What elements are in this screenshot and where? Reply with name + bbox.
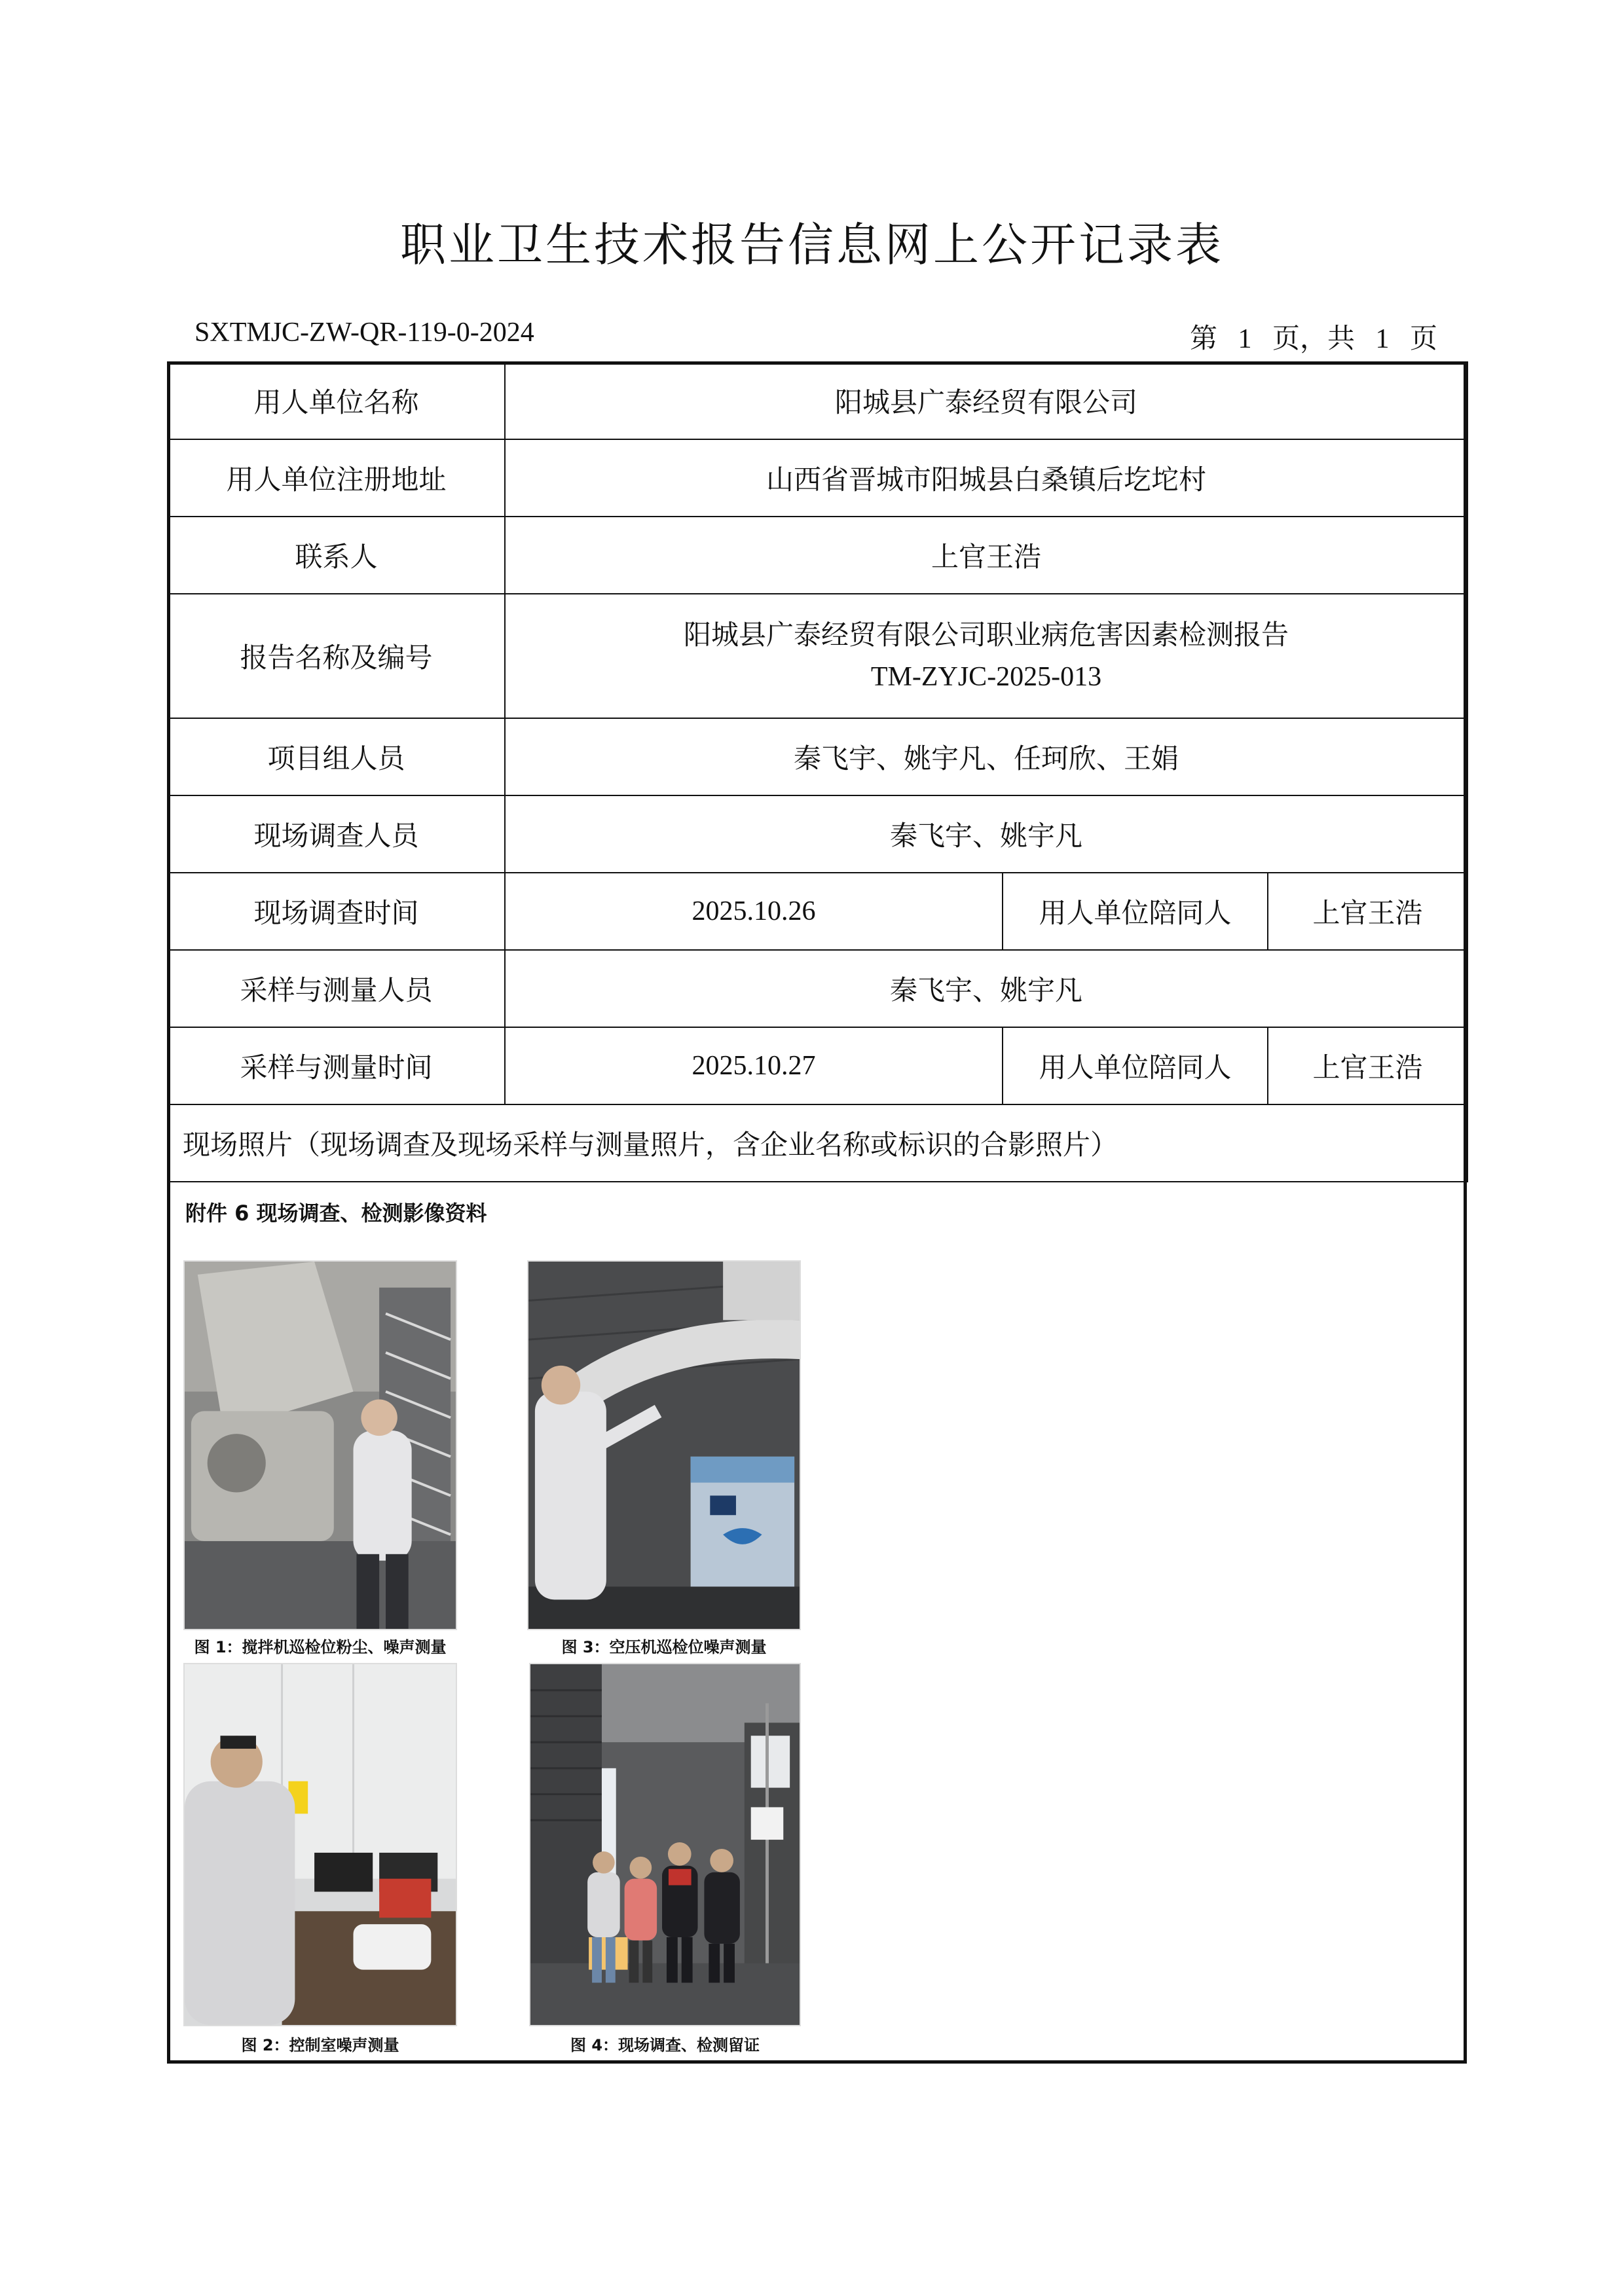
value-survey-time: 2025.10.26	[505, 873, 1003, 950]
photo-control-room	[183, 1663, 457, 2026]
label-sampling-time: 采样与测量时间	[168, 1027, 505, 1104]
caption-photo-3: 图 3：空压机巡检位噪声测量	[561, 1638, 767, 1656]
value-report	[505, 594, 1467, 718]
page-title: 职业卫生技术报告信息网上公开记录表	[400, 218, 1224, 272]
label-sampling-escort: 用人单位陪同人	[1003, 1027, 1268, 1104]
report-number: TM-ZYJC-2025-013	[870, 662, 1102, 692]
photo-group-evidence	[529, 1663, 801, 2026]
row-sampling-time	[168, 1027, 1467, 1104]
value-contact: 上官王浩	[505, 517, 1467, 594]
photo-group-image	[530, 1664, 800, 2025]
photo-control-room-image	[185, 1664, 456, 2025]
row-survey-staff	[168, 795, 1467, 873]
label-contact: 联系人	[168, 517, 505, 594]
row-unit-name	[168, 362, 1467, 439]
photo-mixer-inspection	[183, 1260, 457, 1630]
label-report: 报告名称及编号	[168, 594, 505, 718]
caption-photo-1: 图 1：搅拌机巡检位粉尘、噪声测量	[194, 1638, 447, 1656]
label-sampling-staff: 采样与测量人员	[168, 950, 505, 1027]
row-team	[168, 718, 1467, 795]
value-survey-staff: 秦飞宇、姚宇凡	[505, 795, 1467, 873]
record-table	[167, 361, 1468, 1182]
label-survey-escort: 用人单位陪同人	[1003, 873, 1268, 950]
document-number: SXTMJC-ZW-QR-119-0-2024	[194, 318, 534, 348]
label-address: 用人单位注册地址	[168, 439, 505, 517]
label-team: 项目组人员	[168, 718, 505, 795]
value-sampling-staff: 秦飞宇、姚宇凡	[505, 950, 1467, 1027]
row-contact	[168, 517, 1467, 594]
caption-photo-4: 图 4：现场调查、检测留证	[570, 2036, 760, 2054]
value-team: 秦飞宇、姚宇凡、任珂欣、王娟	[505, 718, 1467, 795]
photo-mixer-image	[185, 1262, 456, 1629]
row-address	[168, 439, 1467, 517]
value-address: 山西省晋城市阳城县白桑镇后圪坨村	[505, 439, 1467, 517]
row-photos-header	[168, 1104, 1467, 1182]
attachment-header: 附件 6 现场调查、检测影像资料	[185, 1201, 487, 1226]
photo-compressor-inspection	[527, 1260, 801, 1630]
value-sampling-time: 2025.10.27	[505, 1027, 1003, 1104]
value-sampling-escort: 上官王浩	[1268, 1027, 1467, 1104]
label-survey-staff: 现场调查人员	[168, 795, 505, 873]
row-survey-time	[168, 873, 1467, 950]
value-survey-escort: 上官王浩	[1268, 873, 1467, 950]
photo-compressor-image	[528, 1262, 800, 1629]
caption-photo-2: 图 2：控制室噪声测量	[241, 2036, 399, 2054]
row-report	[168, 594, 1467, 718]
photos-header: 现场照片（现场调查及现场采样与测量照片，含企业名称或标识的合影照片）	[168, 1104, 1467, 1182]
value-unit-name: 阳城县广泰经贸有限公司	[505, 362, 1467, 439]
label-unit-name: 用人单位名称	[168, 362, 505, 439]
row-sampling-staff	[168, 950, 1467, 1027]
page-info: 第 1 页，共 1 页	[1189, 324, 1437, 354]
label-survey-time: 现场调查时间	[168, 873, 505, 950]
report-name: 阳城县广泰经贸有限公司职业病危害因素检测报告	[684, 619, 1289, 651]
